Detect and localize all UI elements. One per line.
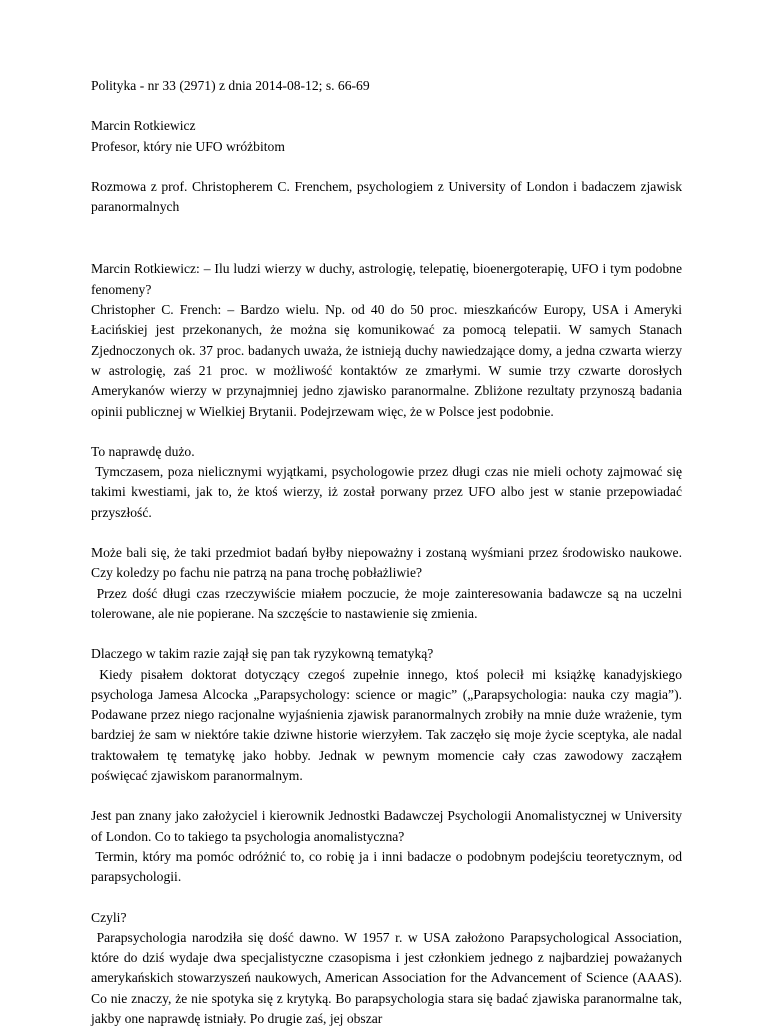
answer-4: Kiedy pisałem doktorat dotyczący czegoś zupełnie innego, ktoś polecił mi książkę kanadyjskiego psychologa Jamesa Alcocka „Parapsychology: science or magic” („Parapsychologia: nauka czy magia”). Podawane przez niego racjonalne wyjaśnienia zjawisk paranormalnych zrobiły na mnie duże wrażenie, tym bardziej że sam w niektóre takie dziwne historie wierzyłem. Tak zaczęło się moje życie sceptyka, ale nadal traktowałem tę tematykę jako hobby. Jednak w pewnym momencie cały czas zawodowy zacząłem poświęcać zjawiskom paranormalnym.: [91, 666, 682, 784]
question-4: Dlaczego w takim razie zajął się pan tak ryzykowną tematyką?: [91, 646, 434, 662]
answer-5: Termin, który ma pomóc odróżnić to, co robię ja i inni badacze o podobnym podejściu teoretycznym, od parapsychologii.: [91, 848, 683, 885]
answer-6: Parapsychologia narodziła się dość dawno. W 1957 r. w USA założono Parapsychological Association, które do dziś wydaje dwa specjalistyczne czasopisma i jest członkiem jednego z najbardziej poważanych amerykańskich stowarzyszeń naukowych, American Association for the Advancement of Science (AAAS). Co nie znaczy, że nie spotyka się z krytyką. Bo parapsychologia stara się badać zjawiska paranormalne tak, jakby one naprawdę istniały. Po drugie zaś, jej obszar: [91, 929, 682, 1026]
question-1: Marcin Rotkiewicz: – Ilu ludzi wierzy w duchy, astrologię, telepatię, bioenergoterapię, UFO i tym podobne fenomeny?: [91, 261, 682, 297]
source-line: Polityka - nr 33 (2971) z dnia 2014-08-12; s. 66-69: [91, 78, 370, 93]
article-lead: Rozmowa z prof. Christopherem C. Frenchem, psychologiem z University of London i badaczem zjawisk paranormalnych: [91, 178, 682, 215]
question-2: To naprawdę dużo.: [91, 443, 195, 459]
document-page: [91, 76, 682, 1029]
question-3: Może bali się, że taki przedmiot badań byłby niepoważny i zostaną wyśmiani przez środowisko naukowe. Czy koledzy po fachu nie patrzą na pana trochę pobłażliwie?: [91, 545, 682, 581]
article-title: Profesor, który nie UFO wróżbitom: [91, 138, 285, 154]
answer-3: Przez dość długi czas rzeczywiście miałem poczucie, że moje zainteresowania badawcze są na uczelni tolerowane, ale nie popierane. Na szczęście to nastawienie się zmienia.: [91, 585, 683, 621]
answer-2: Tymczasem, poza nielicznymi wyjątkami, psychologowie przez długi czas nie mieli ochoty zajmować się takimi kwestiami, jak to, że ktoś wierzy, iż został porwany przez UFO albo jest w stanie przepowiadać przyszłość.: [91, 464, 683, 520]
question-5: Jest pan znany jako założyciel i kierownik Jednostki Badawczej Psychologii Anomalistycznej w University of London. Co to takiego ta psychologia anomalistyczna?: [91, 808, 682, 844]
question-6: Czyli?: [91, 909, 127, 925]
answer-1: Christopher C. French: – Bardzo wielu. Np. od 40 do 50 proc. mieszkańców Europy, USA i Ameryki Łacińskiej jest przekonanych, że można się komunikować za pomocą telepatii. W samych Stanach Zjednoczonych ok. 37 proc. badanych uważa, że istnieją duchy nawiedzające domy, a jedna czwarta wierzy w astrologię, zaś 21 proc. w możliwość kontaktów ze zmarłymi. W sumie trzy czwarte dorosłych Amerykanów wierzy w przynajmniej jedno zjawisko paranormalne. Zbliżone rezultaty przynoszą badania opinii publicznej w Wielkiej Brytanii. Podejrzewam więc, że w Polsce jest podobnie.: [91, 302, 682, 419]
author-line: Marcin Rotkiewicz: [91, 118, 196, 134]
